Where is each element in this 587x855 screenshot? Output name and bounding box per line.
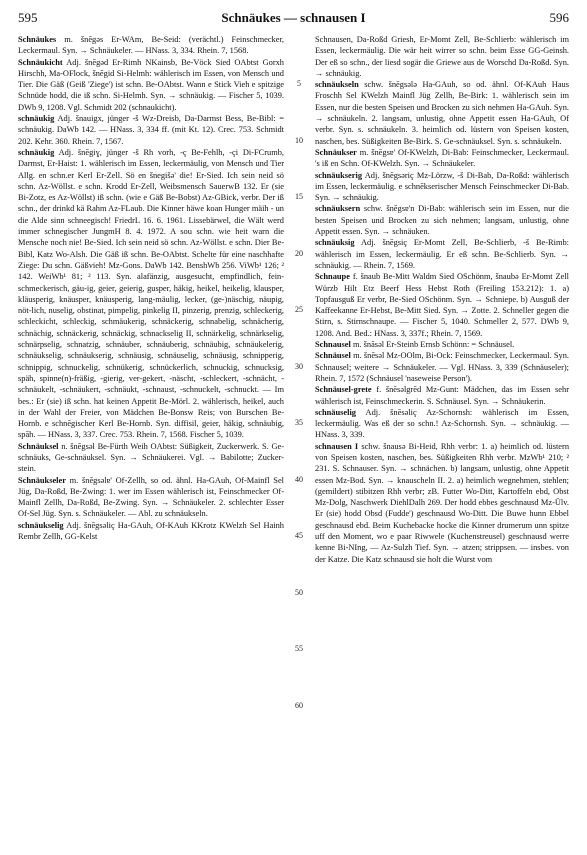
dictionary-entry bbox=[18, 475, 284, 520]
entry-headword: Schnäusel bbox=[315, 351, 351, 361]
entry-text: Adj. šnēgsəliç Ha-GAuh, Of-KAuh KKrotz KWelzh Sel Hainh Rembr Zellh, GG-Kelst bbox=[18, 520, 284, 542]
line-number: 30 bbox=[295, 361, 303, 371]
entry-headword: Schnaupe bbox=[315, 272, 350, 282]
dictionary-entry bbox=[18, 520, 284, 543]
dictionary-entry bbox=[315, 147, 569, 170]
dictionary-entry bbox=[315, 350, 569, 384]
entry-headword: schnäukig bbox=[18, 114, 55, 124]
line-number: 25 bbox=[295, 305, 303, 315]
line-number: 45 bbox=[295, 531, 303, 541]
dictionary-entry bbox=[18, 441, 284, 475]
entry-text: m. šnēgsɐ' Of-KWelzh, Di-Bab: Feinschmecker, Leckermaul. 's iß en Schn. Of-KWelzh. Syn. → Schnäukeler. bbox=[315, 147, 570, 169]
line-number: 5 bbox=[297, 79, 301, 89]
page-number-right: 596 bbox=[549, 10, 569, 25]
entry-text: m. šnēgsəlɐ' Of-Zellh, so od. ähnl. Ha-GAuh, Of-Mainfl Sel Jüg, Da-Roßd, Be-Zwing: 1. wer im Essen wählerisch ist, Feinschmecker Of-Mainfl Zellh, Da-Roßd, Be-Zwing. Syn. → Schnäukeler. 2. schlechter Esser Of-Sel Jüg. Syn. s. Schnäukeler. — Abl. zu schnäukseln. bbox=[18, 475, 285, 519]
dictionary-entry bbox=[18, 147, 284, 441]
line-number: 20 bbox=[295, 248, 303, 258]
dictionary-entry bbox=[18, 34, 284, 57]
entry-headword: schnausen I bbox=[315, 441, 359, 451]
entry-headword: schnäukserig bbox=[315, 170, 363, 180]
entry-headword: Schnäukicht bbox=[18, 57, 63, 67]
entry-text: m. šnāsəl Er-Steinb Ernsb Schönn: = Schnäusel. bbox=[352, 340, 515, 350]
entry-text: Adj. šnēgəd Er-Rimh NKainsb, Be-Vöck Sied OAbtst Gorxh Hirschh, Ma-OFlock, šnēgid Si-Helmh: wählerisch im Essen, von Mensch und Tier. Die Gäß (Geiß 'Ziege') ist schn. Be-OAbtst. Wann e Stick Vieh e spitzige Schnüde hodd, die iß schn. Si-Helmh. Syn. → schnäukig. — Fischer 5, 1039. DWb 9, 1208. Vgl. Schmidt 202 (schnaukicht). bbox=[18, 57, 284, 112]
entry-text: Adj. šnēsəliç Az-Schornsh: wählerisch im Essen, leckermäulig. Was eß der so schn.! Az-Schornsh. Syn. → schnäukig. — HNass. 3, 339. bbox=[315, 407, 569, 440]
line-number: 40 bbox=[295, 474, 303, 484]
right-column bbox=[315, 34, 569, 565]
line-number: 55 bbox=[295, 644, 303, 654]
entry-text: Adj. šnēgsəriç Mz-Lörzw, -š Di-Bab, Da-Roßd: wählerisch im Essen, leckermäulig. e schnēkserischer Mensch Feinschmecker Di-Bab. Syn. → schnäukig. bbox=[315, 170, 569, 203]
line-number: 35 bbox=[295, 418, 303, 428]
line-number: 60 bbox=[295, 700, 303, 710]
entry-headword: Schnäukes bbox=[18, 35, 57, 44]
entry-headword: Schnäuksel bbox=[18, 441, 59, 451]
dictionary-entry bbox=[315, 441, 569, 565]
entry-headword: schnäuselig bbox=[315, 407, 356, 417]
entry-text: m. šnēgəs Er-WAm, Be-Seid: (verächtl.) Feinschmecker, Leckermaul. Syn. → Schnäukeler. — HNass. 3, 334. Rhein. 7, 1568. bbox=[18, 35, 285, 56]
entry-headword: schnäuksern bbox=[315, 204, 361, 214]
entry-text: f. šnēsəlgrēd Mz-Gunt: Mädchen, das im Essen sehr wählerisch ist, Feinschmeckerin. S. Schnäusel. Syn. → Schnäukerin. bbox=[315, 385, 569, 406]
entry-headword: Schnausel bbox=[315, 340, 351, 350]
entry-headword: Schnäukser bbox=[315, 147, 357, 157]
dictionary-entry bbox=[315, 384, 569, 407]
left-column bbox=[18, 34, 284, 542]
dictionary-entry bbox=[315, 203, 569, 237]
dictionary-entry bbox=[315, 34, 569, 79]
line-number: 15 bbox=[295, 192, 303, 202]
dictionary-entry bbox=[315, 79, 569, 147]
entry-headword: Schnäukseler bbox=[18, 475, 66, 485]
entry-text: Adj. šnēgsiç Er-Momt Zell, Be-Schlierb, -š Be-Rimb: wählerisch im Essen, leckermäulig. Er eß schn. Be-Schlierb. Syn. → schnäukig. — Rhein. 7, 1569. bbox=[315, 238, 569, 270]
dictionary-entry bbox=[315, 339, 569, 350]
entry-text: schw. šnēgsələ Ha-GAuh, so od. ähnl. Of-KAuh Haus Froschh Sel KWelzh Mainfl Jüg Zellh, Be-Birk: 1. wählerisch sein im Essen, nur die besten Speisen und Brocken zu sich nehmen Ha-GAuh. Syn. → schnäukeln. 2. langsam, unlustig, ohne Appetit essen Ha-GAuh, Of verbr. Syn. s. schnäukeln. 3. heimlich od. lüstern von Speisen kosten, naschen, bes. Süßigkeiten Be-Birk. S. Ge-schnäuksel. Syn. s. schnäukeln. bbox=[315, 80, 569, 146]
dictionary-entry bbox=[18, 57, 284, 113]
dictionary-entry bbox=[315, 237, 569, 271]
entry-text: schw. šnēgsɐ'n Di-Bab: wählerisch sein im Essen, nur die besten Speisen und Brocken zu sich nehmen; langsam, unlustig, ohne Appetit essen. Syn. → schnäuken. bbox=[315, 204, 570, 237]
page-header bbox=[18, 8, 569, 28]
entry-text: n. šnēgsəl Be-Fürth Weih OAbtst: Süßigkeit, Zuckerwerk. S. Ge-schnäuks, Ge-schnäuksel. Syn. → Schnäukerei. Vgl. → Babilotte; Zucker-stein. bbox=[18, 441, 284, 474]
dictionary-entry bbox=[315, 407, 569, 441]
page-number-left: 595 bbox=[18, 10, 38, 25]
entry-headword: schnäukselig bbox=[18, 520, 64, 530]
entry-text: Schnausen, Da-Roßd Griesh, Er-Momt Zell, Be-Schlierb: wählerisch im Essen, leckermäulig. Die wär heit wirrer so schn. beim Esse GG-Geinsh. Der eß so schn., der liesd sogär die Griewe aus de Worschd Da-Roßd. Syn. → schnäukig. bbox=[315, 35, 569, 78]
entry-headword: schnäukseln bbox=[315, 80, 359, 90]
entry-text: f. šnaub Be-Mitt Waldm Sied OSchönm, šnaubə Er-Momt Zell Würzb Hilt Etz Beerf Hess Hebst Roth (Freiling 153.212): 1. a) Topfausguß Er verbr, Be-Sied OSchönm. Syn. → Schniepe. b) Ausguß der Kaffeekanne Er-Hebst, Be-Mitt Sied. Syn. → Zotte. 2. Schneller gegen die Stirn, s. Stirnschnaupe. — Fischer 5, 1040. Schmeller 2, 577. DWb 9, 1208. And. Bed.: HNass. 3, 337f.; Rhein. 7, 1569. bbox=[315, 272, 570, 338]
entry-headword: schnäukig bbox=[18, 147, 55, 157]
entry-text: Adj. šnēgiɣ, jünger -š Rh vorh, -ç Be-Fehlh, -çi Di-FCrumb, Darmst, Er-Haist: 1. wählerisch im Essen, leckermäulig, von Mensch und Tier Allg. en schn.er Kerl Er-Zell. Sö en šnegišə' die! Er-Sied. Ich sein neid sö schn. Az-Wöllst. e schn. Krodd Er-Zell, Weibsmensch SauerwB 132. Er (sie Bi-Zotz, es Az-Wöllst) iß schn. (wie e Gäß Be-Bobst) Az-GBick, verbr. Der iß schn., der drinkd kä Rahm Az-FLaub. Die Kinner häwe koan Hunger mäih - un die Alde sinn schneegisch! FriedrL 16. 6. 1961. Lissebärwel, die Wält werd immer schnegischer JungmH 8. 4. 1972. A sou schn. wie heit warn die Mensche noch nie! Be-Sied. Ich sein neid sö schn. Az-Wöllst. e schn. Dier Be-Bibl, Katz Wo-Alsh. Die Gäß iß schn. Be-OAbtst. Schelte für eine naschhafte Ziege: Du schn. Gäßvieh! Mz-Gons. DaWb 142. BenshWb 256. ViWb¹ 126; ² 142. WeiWb¹ 81; ² 113. Syn. alafänzig, ausgesucht, empfindlich, fein-schmeckerisch, gäu-ig, geier, geierig, gusper, häkig, heikel, heikelig, klausper, kläusperig, knäusper, knäusperig, lang-mäulig, lecker, (ge-)näschig, näupig, nöt-lich, nuselig, obstinat, pimpelig, pinkelig II, pinzerig, prenzig, schleckerig, schleckicht, schleckig, schmäukerig, schnäckerig, schnabelig, schnächerig, schnächig, schnäckerig, schnäckig, schnackselig II, schnärkelig, schnärkselig, schnärpselig, schnatzig, schnäuber, schnäuberig, schnäubig, schnäukelerig, schnäukselig, schnäukserig, schnäusig, schnäuselig, schnäusig, schnipperig, schnippig, schnuckelig, schnükerig, schnückerlich, schnuckig, schnucksig, späh, spinne(n)-fräßig, -gierig, ver-gekert, -näscht, -schleckert, -schnächt, -schnäukelt, -schnäukert, -schnäukt, -schnaust, -schnuckelt, -schnuckt. — Im bes.: Er (sie) iß schn. hat keinen Appetit Be-Mörl. 2. wählerisch, heikel, auch in der Wahl der Freier, von Mädchen Be-Bonsw Reis; von Burschen Be-Hornb. e schnēgischer Kerl Be-Hornb. Syn. diffisil, geier, häkig, schnäubig, spāh. — HNass. 3, 337. Crec. 753. Rhein. 7, 1568. Fischer 5, 1039. bbox=[18, 147, 284, 440]
line-number: 10 bbox=[295, 135, 303, 145]
entry-text: m. šnēsəl Mz-OOlm, Bi-Ock: Feinschmecker, Leckermaul. Syn. Schnausel; weitere → Schnäukeler. — Vgl. HNass. 3, 339 (Schnäuseler); Rhein. 7, 1572 (Schnäusel 'naseweise Person'). bbox=[315, 351, 569, 383]
entry-text: Adj. šnauigx, jünger -š Wz-Dreisb, Da-Darmst Bess, Be-Bibl: = schnäukig. DaWb 142. — HNass. 3, 334 ff. (mit Kt. 12). Crec. 753. Schmidt 202. Kehr. 360. Rhein. 7, 1567. bbox=[18, 114, 284, 146]
entry-headword: Schnäusel-grete bbox=[315, 385, 372, 395]
line-number: 50 bbox=[295, 587, 303, 597]
dictionary-entry bbox=[315, 271, 569, 339]
entry-headword: schnäuksig bbox=[315, 238, 355, 248]
entry-text: schw. šnausə Bi-Heid, Rhh verbr: 1. a) heimlich od. lüstern von Speisen kosten, naschen, bes. Süßigkeiten Rhh verbr. MzWb¹ 210; ² 231. S. Schnauser. Syn. → schnächen. b) langsam, unlustig, ohne Appetit essen Mz-Bod. Syn. → knauscheln II. 2. a) heimlich wegnehmen, stehlen; (gemildert) stibitzen Rhh verbr; zB. Futter Wo-Ditt, Kartoffeln ebd, Obst Mz-Dolg, Naschwerk DiehlDalh 269. Der hodd ebbes geschnausd Mz-Ülv. Er (sie) hodd Obsd (Fudde') geschnausd Wo-Ditt. Die Buwe hunn Ebbel geschnausd ebd. Beim Kuchebacke hocke die Kinner drumerum unn spitze uff den Moment, wo e paar Riwwele (Kuchenstreusel) geschnausd werre kenne Bi-NIng, — Az-Sulzh Tief. Syn. → atzen; strippsen. — insbes. von der Katze. Die Katz schnausd sie holt die Wurst vom bbox=[315, 441, 570, 564]
dictionary-entry bbox=[315, 170, 569, 204]
dictionary-entry bbox=[18, 113, 284, 147]
running-title: Schnäukes — schnausen I bbox=[221, 10, 366, 25]
